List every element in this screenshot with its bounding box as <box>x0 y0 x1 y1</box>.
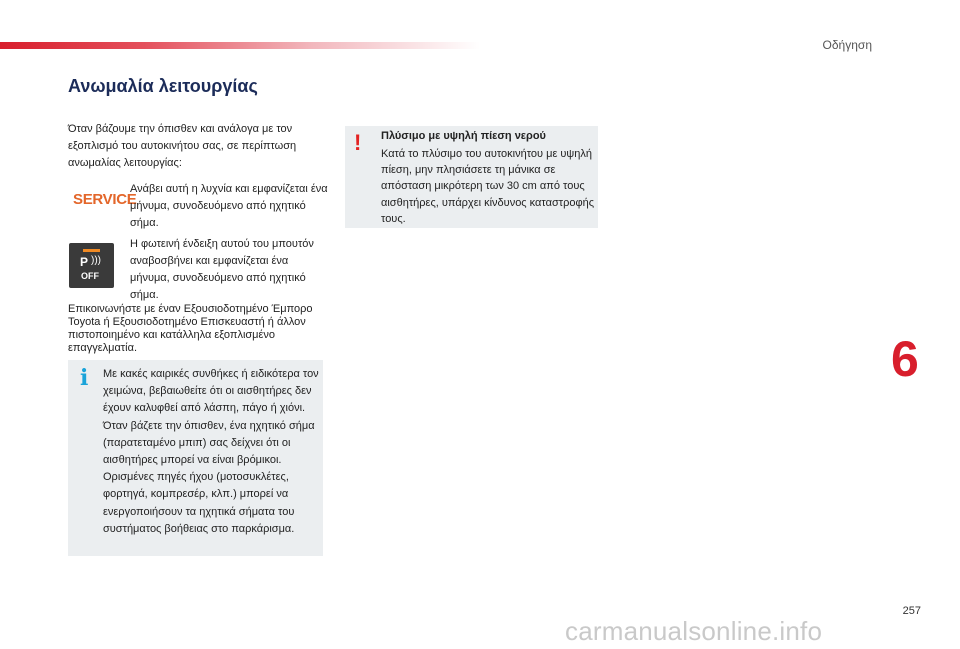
warning-title: Πλύσιμο με υψηλή πίεση νερού <box>381 130 546 142</box>
contact-dealer-paragraph: Επικοινωνήστε με έναν Εξουσιοδοτημένο Έμπορο Toyota ή Εξουσιοδοτημένο Επισκευαστή ή άλλον πιστοποιημένο και κατάλληλα εξοπλισμένο επαγγελματία. <box>68 303 313 354</box>
page-number: 257 <box>902 605 921 617</box>
parking-sensor-off-icon <box>69 243 114 288</box>
service-description: Ανάβει αυτή η λυχνία και εμφανίζεται ένα μήνυμα, συνοδευόμενο από ηχητικό σήμα. <box>130 183 328 229</box>
parking-description: Η φωτεινή ένδειξη αυτού του μπουτόν αναβοσβήνει και εμφανίζεται ένα μήνυμα, συνοδευόμενο από ηχητικό σήμα. <box>130 238 314 301</box>
info-note-text: Με κακές καιρικές συνθήκες ή ειδικότερα τον χειμώνα, βεβαιωθείτε ότι οι αισθητήρες δεν έχουν καλυφθεί από λάσπη, πάγο ή χιόνι. Όταν βάζετε την όπισθεν, ένα ηχητικό σήμα (παρατεταμένο μπιπ) σας δείχνει ότι οι αισθητήρες μπορεί να είναι βρόμικοι. Ορισμένες πηγές ήχου (μοτοσυκλέτες, φορτηγά, κομπρεσέρ, κλπ.) μπορεί να ενεργοποιήσουν τα ηχητικά σήματα του συστήματος βοήθειας στο παρκάρισμα. <box>103 368 319 535</box>
parking-off-glyph: OFF <box>81 271 99 281</box>
chapter-number: 6 <box>891 331 919 387</box>
info-icon: i <box>80 365 89 391</box>
intro-paragraph: Όταν βάζουμε την όπισθεν και ανάλογα με τον εξοπλισμό του αυτοκινήτου σας, σε περίπτωση ανωμαλίας λειτουργίας: <box>68 123 297 169</box>
warning-exclamation-icon: ! <box>354 130 362 155</box>
indicator-light-bar <box>83 249 100 252</box>
parking-p-glyph: P <box>80 255 89 269</box>
info-note-box <box>68 360 323 556</box>
warning-text: Κατά το πλύσιμο του αυτοκινήτου με υψηλή πίεση, μην πλησιάσετε τη μάνικα σε απόσταση μικρότερη των 30 cm από τους αισθητήρες, υπάρχει κίνδυνος καταστροφής τους. <box>381 148 595 225</box>
watermark: carmanualsonline.info <box>565 616 823 646</box>
header-accent-bar <box>0 42 480 49</box>
section-label: Οδήγηση <box>822 38 872 52</box>
page-title: Ανωμαλία λειτουργίας <box>68 76 258 96</box>
warning-note-box <box>345 126 598 228</box>
service-warning-icon: SERVICE <box>73 191 137 208</box>
sensor-waves-icon: ))) <box>91 255 101 266</box>
